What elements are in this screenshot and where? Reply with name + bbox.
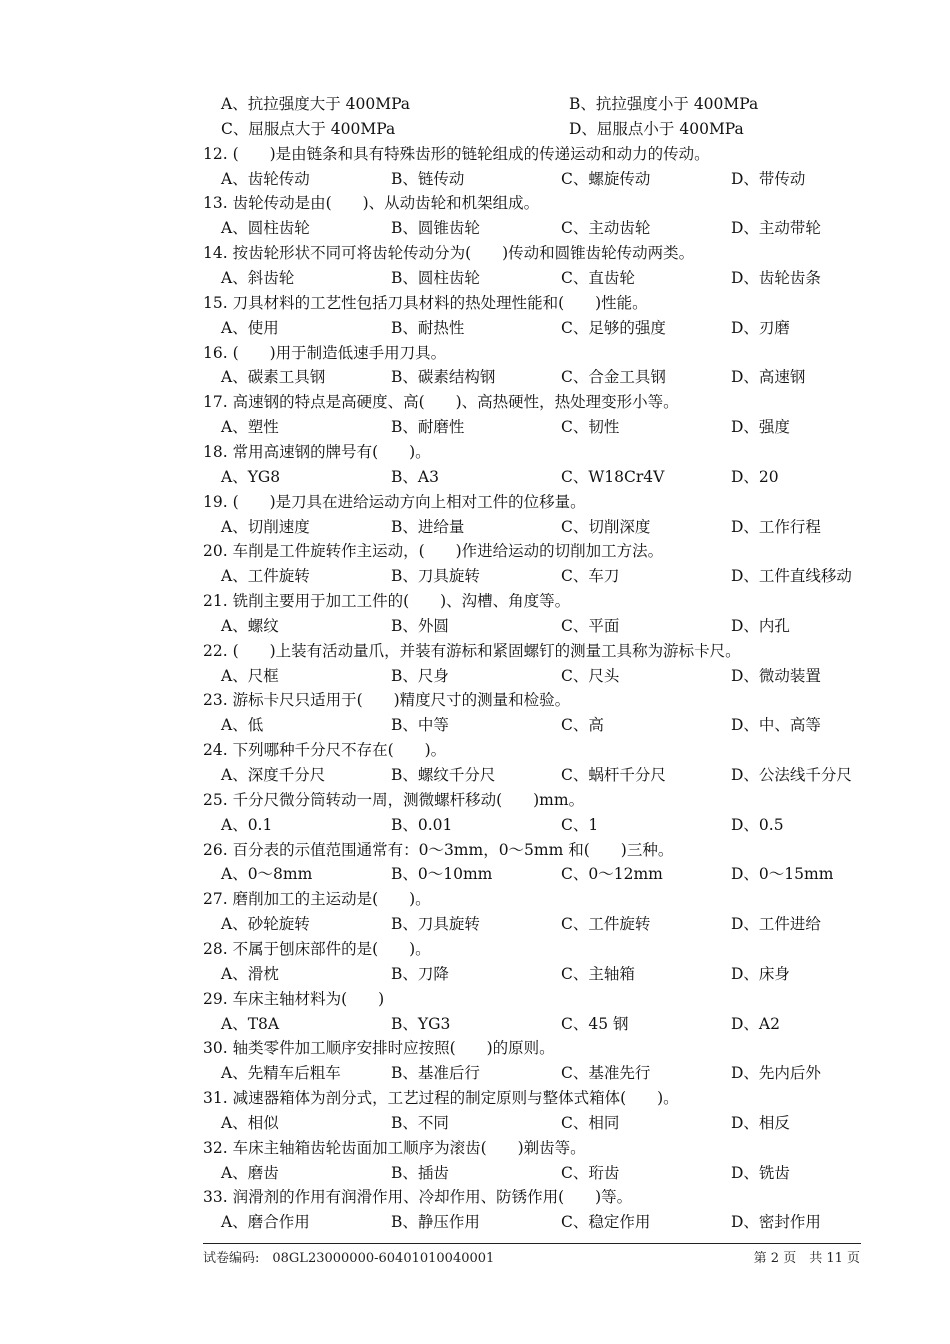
answer-option: D、密封作用 — [731, 1213, 821, 1232]
answer-option: B、圆柱齿轮 — [391, 269, 480, 287]
question-line — [0, 988, 950, 1010]
answer-option: A、塑性 — [221, 418, 279, 437]
answer-option: D、主动带轮 — [731, 219, 821, 238]
question-text: 15. 刀具材料的工艺性包括刀具材料的热处理性能和( )性能。 — [203, 293, 648, 312]
answer-option: C、螺旋传动 — [561, 169, 651, 188]
answer-option: D、带传动 — [731, 169, 806, 188]
answer-option: B、YG3 — [391, 1014, 451, 1033]
question-text: 24. 下列哪种千分尺不存在( )。 — [203, 741, 447, 760]
answer-option: B、A3 — [391, 467, 439, 486]
options-line — [0, 1162, 950, 1184]
answer-option: C、屈服点大于 400MPa — [221, 119, 396, 138]
answer-option: D、先内后外 — [731, 1064, 821, 1083]
answer-option: D、屈服点小于 400MPa — [569, 119, 744, 138]
answer-option: D、中、高等 — [731, 716, 821, 735]
answer-option: A、磨合作用 — [221, 1213, 310, 1232]
answer-option: C、0～12mm — [561, 865, 663, 884]
answer-option: B、刀具旋转 — [391, 915, 480, 934]
answer-option: A、使用 — [221, 318, 279, 337]
page-number: 第 2 页 共 11 页 — [753, 1251, 860, 1266]
answer-option: A、T8A — [221, 1014, 280, 1033]
options-line — [0, 863, 950, 885]
options-line — [0, 1211, 950, 1233]
options-line — [0, 118, 950, 140]
options-line — [0, 217, 950, 239]
answer-option: C、基准先行 — [561, 1064, 651, 1083]
question-line — [0, 143, 950, 165]
options-line — [0, 1013, 950, 1035]
answer-option: C、韧性 — [561, 418, 620, 437]
question-text: 33. 润滑剂的作用有润滑作用、冷却作用、防锈作用( )等。 — [203, 1188, 633, 1207]
answer-option: A、抗拉强度大于 400MPa — [221, 95, 411, 113]
answer-option: B、不同 — [391, 1113, 449, 1132]
answer-option: C、车刀 — [561, 567, 620, 586]
answer-option: A、磨齿 — [221, 1163, 279, 1182]
answer-option: A、深度千分尺 — [221, 766, 326, 784]
question-line — [0, 342, 950, 364]
answer-option: D、铣齿 — [731, 1163, 790, 1182]
question-line — [0, 640, 950, 662]
question-line — [0, 540, 950, 562]
answer-option: D、内孔 — [731, 616, 790, 635]
answer-option: D、0～15mm — [731, 865, 834, 884]
question-line — [0, 1137, 950, 1159]
options-line — [0, 565, 950, 587]
question-line — [0, 888, 950, 910]
question-line — [0, 839, 950, 861]
question-text: 31. 减速器箱体为剖分式，工艺过程的制定原则与整体式箱体( )。 — [203, 1089, 679, 1107]
question-line — [0, 689, 950, 711]
options-line — [0, 317, 950, 339]
answer-option: D、床身 — [731, 964, 790, 983]
options-line — [0, 168, 950, 190]
question-text: 30. 轴类零件加工顺序安排时应按照( )的原则。 — [203, 1039, 555, 1058]
question-line — [0, 789, 950, 811]
options-line — [0, 814, 950, 836]
answer-option: C、蜗杆千分尺 — [561, 766, 666, 784]
answer-option: C、尺头 — [561, 666, 620, 685]
question-text: 29. 车床主轴材料为( ) — [203, 989, 385, 1008]
answer-option: B、静压作用 — [391, 1213, 480, 1232]
question-line — [0, 491, 950, 513]
answer-option: C、W18Cr4V — [561, 467, 665, 486]
answer-option: B、0～10mm — [391, 865, 493, 884]
answer-option: A、YG8 — [221, 467, 281, 486]
answer-option: A、齿轮传动 — [221, 169, 310, 188]
question-line — [0, 391, 950, 413]
answer-option: A、工件旋转 — [221, 567, 310, 586]
answer-option: C、相同 — [561, 1113, 620, 1132]
answer-option: D、公法线千分尺 — [731, 766, 852, 784]
answer-option: C、直齿轮 — [561, 269, 635, 287]
options-line — [0, 615, 950, 637]
options-line — [0, 1112, 950, 1134]
answer-option: A、螺纹 — [221, 616, 279, 635]
question-text: 20. 车削是工件旋转作主运动，( )作进给运动的切削加工方法。 — [203, 542, 664, 561]
answer-option: B、刀具旋转 — [391, 567, 480, 586]
answer-option: D、工作行程 — [731, 517, 821, 536]
answer-option: A、碳素工具钢 — [221, 368, 326, 387]
answer-option: D、工件直线移动 — [731, 567, 852, 586]
answer-option: A、圆柱齿轮 — [221, 219, 310, 238]
answer-option: D、20 — [731, 467, 779, 486]
question-line — [0, 590, 950, 612]
question-text: 13. 齿轮传动是由( )、从动齿轮和机架组成。 — [203, 194, 540, 213]
options-line — [0, 516, 950, 538]
answer-option: C、珩齿 — [561, 1163, 620, 1182]
question-text: 21. 铣削主要用于加工工件的( )、沟槽、角度等。 — [203, 592, 571, 610]
options-line — [0, 366, 950, 388]
answer-option: B、碳素结构钢 — [391, 368, 496, 387]
answer-option: A、斜齿轮 — [221, 269, 295, 287]
exam-code: 试卷编码: 08GL23000000-60401010040001 — [203, 1251, 495, 1266]
question-text: 22. ( )上装有活动量爪，并装有游标和紧固螺钉的测量工具称为游标卡尺。 — [203, 641, 741, 660]
answer-option: B、插齿 — [391, 1163, 449, 1182]
question-line — [0, 192, 950, 214]
options-line — [0, 665, 950, 687]
answer-option: D、微动装置 — [731, 666, 821, 685]
answer-option: D、高速钢 — [731, 368, 806, 387]
answer-option: D、强度 — [731, 418, 790, 437]
answer-option: A、先精车后粗车 — [221, 1064, 341, 1083]
answer-option: B、进给量 — [391, 517, 465, 536]
answer-option: D、A2 — [731, 1014, 780, 1033]
answer-option: D、0.5 — [731, 815, 784, 834]
question-text: 28. 不属于刨床部件的是( )。 — [203, 939, 431, 958]
question-line — [0, 1087, 950, 1109]
answer-option: C、平面 — [561, 616, 620, 635]
answer-option: C、45 钢 — [561, 1014, 629, 1033]
answer-option: B、中等 — [391, 716, 449, 735]
question-text: 16. ( )用于制造低速手用刀具。 — [203, 343, 447, 362]
answer-option: D、相反 — [731, 1113, 790, 1132]
question-text: 19. ( )是刀具在进给运动方向上相对工件的位移量。 — [203, 492, 586, 511]
answer-option: B、螺纹千分尺 — [391, 766, 496, 784]
question-line — [0, 242, 950, 264]
answer-option: B、圆锥齿轮 — [391, 219, 480, 238]
question-text: 26. 百分表的示值范围通常有：0～3mm，0～5mm 和( )三种。 — [203, 840, 674, 859]
question-line — [0, 1037, 950, 1059]
question-line — [0, 739, 950, 761]
footer-divider — [203, 1243, 861, 1244]
answer-option: A、0～8mm — [221, 865, 313, 884]
answer-option: B、刀降 — [391, 964, 449, 983]
answer-option: B、耐磨性 — [391, 418, 465, 437]
answer-option: A、砂轮旋转 — [221, 915, 310, 934]
answer-option: C、1 — [561, 815, 599, 834]
answer-option: C、足够的强度 — [561, 318, 666, 337]
question-text: 27. 磨削加工的主运动是( )。 — [203, 890, 431, 909]
answer-option: C、工件旋转 — [561, 915, 651, 934]
answer-option: C、主动齿轮 — [561, 219, 651, 238]
answer-option: D、刃磨 — [731, 318, 790, 337]
answer-option: C、合金工具钢 — [561, 368, 666, 387]
answer-option: B、基准后行 — [391, 1064, 480, 1083]
question-line — [0, 1186, 950, 1208]
options-line — [0, 764, 950, 786]
answer-option: B、抗拉强度小于 400MPa — [569, 95, 759, 113]
answer-option: A、滑枕 — [221, 964, 279, 983]
answer-option: A、尺框 — [221, 666, 279, 685]
question-text: 17. 高速钢的特点是高硬度、高( )、高热硬性，热处理变形小等。 — [203, 393, 679, 412]
answer-option: B、外圆 — [391, 616, 449, 635]
answer-option: A、0.1 — [221, 815, 273, 834]
options-line — [0, 93, 950, 115]
answer-option: B、耐热性 — [391, 318, 465, 337]
question-text: 18. 常用高速钢的牌号有( )。 — [203, 442, 431, 461]
answer-option: B、链传动 — [391, 169, 465, 188]
answer-option: D、齿轮齿条 — [731, 269, 821, 287]
question-line — [0, 441, 950, 463]
question-line — [0, 938, 950, 960]
question-text: 32. 车床主轴箱齿轮齿面加工顺序为滚齿( )剃齿等。 — [203, 1138, 586, 1157]
options-line — [0, 714, 950, 736]
options-line — [0, 1062, 950, 1084]
answer-option: C、高 — [561, 716, 604, 735]
answer-option: A、相似 — [221, 1113, 279, 1132]
answer-option: C、主轴箱 — [561, 964, 635, 983]
question-text: 25. 千分尺微分筒转动一周，测微螺杆移动( )mm。 — [203, 790, 585, 809]
question-text: 12. ( )是由链条和具有特殊齿形的链轮组成的传递运动和动力的传动。 — [203, 144, 710, 163]
options-line — [0, 267, 950, 289]
options-line — [0, 913, 950, 935]
answer-option: C、切削深度 — [561, 517, 651, 536]
question-text: 23. 游标卡尺只适用于( )精度尺寸的测量和检验。 — [203, 691, 571, 710]
answer-option: A、低 — [221, 716, 264, 735]
options-line — [0, 416, 950, 438]
answer-option: B、0.01 — [391, 815, 453, 834]
answer-option: C、稳定作用 — [561, 1213, 651, 1232]
question-text: 14. 按齿轮形状不同可将齿轮传动分为( )传动和圆锥齿轮传动两类。 — [203, 244, 695, 263]
options-line — [0, 963, 950, 985]
answer-option: B、尺身 — [391, 666, 449, 685]
answer-option: D、工件进给 — [731, 915, 821, 934]
answer-option: A、切削速度 — [221, 517, 310, 536]
question-line — [0, 292, 950, 314]
options-line — [0, 466, 950, 488]
